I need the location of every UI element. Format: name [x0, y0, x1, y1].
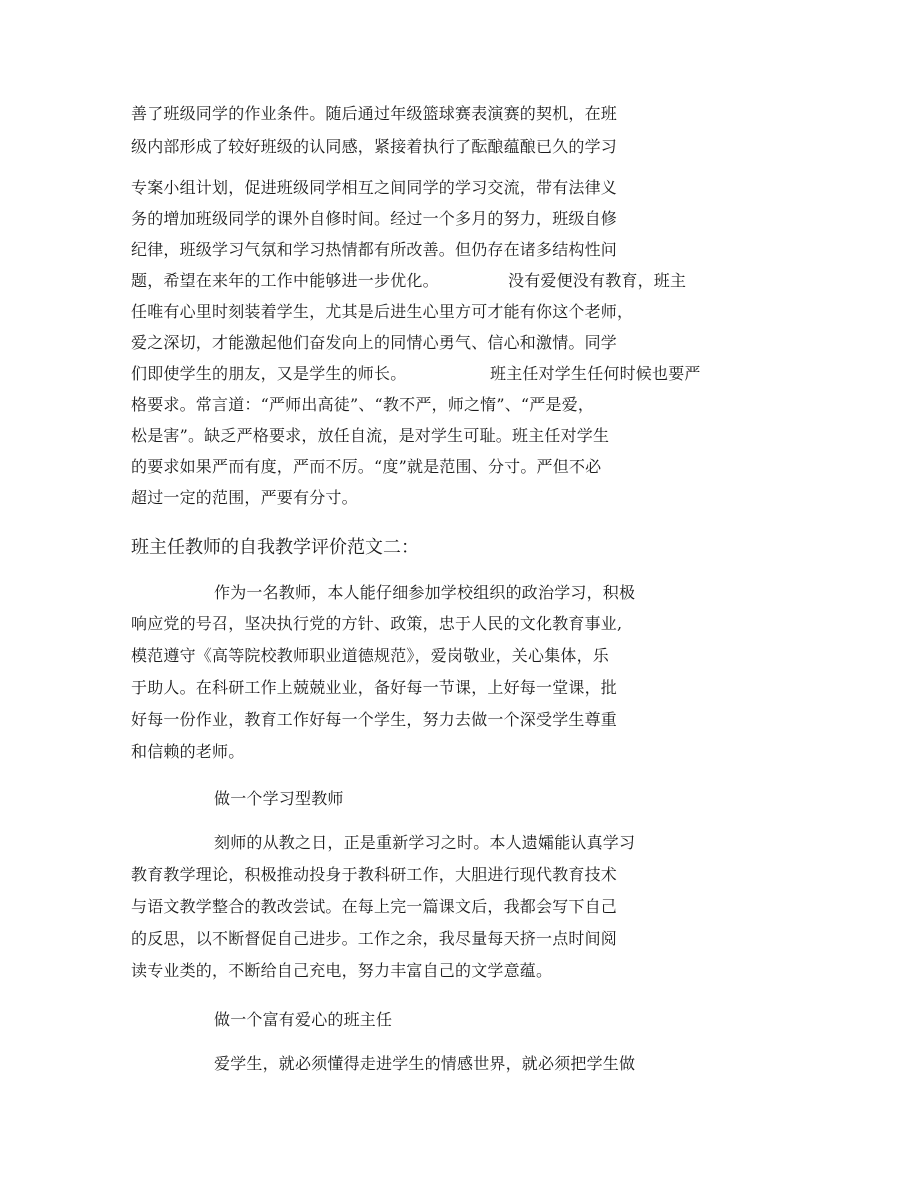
paragraph-line: 刻师的从教之日，正是重新学习之时。本人遗孀能认真学习 — [214, 833, 636, 852]
paragraph-line: 超过一定的范围，严要有分寸。 — [131, 488, 358, 507]
paragraph-line: 作为一名教师，本人能仔细参加学校组织的政治学习，积极 — [214, 583, 636, 602]
paragraph-line: 的反思，以不断督促自己进步。工作之余，我尽量每天挤一点时间阅 — [131, 929, 618, 948]
paragraph-line: 模范遵守《高等院校教师职业道德规范》，爱岗敬业，关心集体，乐 — [131, 646, 610, 665]
paragraph-line: 格要求。常言道：“严师出高徒”、“教不严，师之惰”、“严是爱， — [131, 395, 595, 414]
subheading: 做一个富有爱心的班主任 — [214, 1010, 393, 1029]
paragraph-line: 任唯有心里时刻装着学生，尤其是后进生心里方可才能有你这个老师， — [131, 302, 634, 321]
paragraph-line: 教育教学理论，积极推动投身于教科研工作，大胆进行现代教育技术 — [131, 865, 618, 884]
paragraph-line: 专案小组计划，促进班级同学相互之间同学的学习交流，带有法律义 — [131, 178, 618, 197]
paragraph-line: 班主任对学生任何时候也要严 — [490, 364, 701, 383]
section-heading: 班主任教师的自我教学评价范文二： — [131, 537, 419, 558]
paragraph-line: 务的增加班级同学的课外自修时间。经过一个多月的努力，班级自修 — [131, 209, 618, 228]
paragraph-line: 好每一份作业，教育工作好每一个学生，努力去做一个深受学生尊重 — [131, 710, 618, 729]
paragraph-line: 题，希望在来年的工作中能够进一步优化。 — [131, 271, 439, 290]
paragraph-line: 读专业类的，不断给自己充电，努力丰富自己的文学意蕴。 — [131, 961, 553, 980]
paragraph-line: 爱学生，就必须懂得走进学生的情感世界，就必须把学生做 — [214, 1054, 636, 1073]
paragraph-line: 的要求如果严而有度，严而不厉。“度”就是范围、分寸。严但不必 — [131, 457, 602, 476]
subheading: 做一个学习型教师 — [214, 789, 344, 808]
paragraph-line: 爱之深切，才能激起他们奋发向上的同情心勇气、信心和激情。同学 — [131, 333, 618, 352]
paragraph-line: 于助人。在科研工作上兢兢业业，备好每一节课，上好每一堂课，批 — [131, 678, 618, 697]
paragraph-line: 纪律，班级学习气氛和学习热情都有所改善。但仍存在诸多结构性问 — [131, 240, 618, 259]
paragraph-line: 响应党的号召，坚决执行党的方针、政策，忠于人民的文化教育事业, — [131, 614, 623, 633]
paragraph-line: 与语文教学整合的教改尝试。在每上完一篇课文后，我都会写下自己 — [131, 897, 618, 916]
paragraph-line: 们即使学生的朋友，又是学生的师长。 — [131, 364, 407, 383]
paragraph-line: 级内部形成了较好班级的认同感，紧接着执行了酝酿蕴酿已久的学习 — [131, 137, 618, 156]
paragraph-line: 松是害”。缺乏严格要求，放任自流，是对学生可耻。班主任对学生 — [131, 426, 610, 445]
paragraph-line: 善了班级同学的作业条件。随后通过年级篮球赛表演赛的契机，在班 — [131, 104, 618, 123]
paragraph-line: 没有爱便没有教育，班主 — [508, 271, 687, 290]
paragraph-line: 和信赖的老师。 — [131, 742, 245, 761]
